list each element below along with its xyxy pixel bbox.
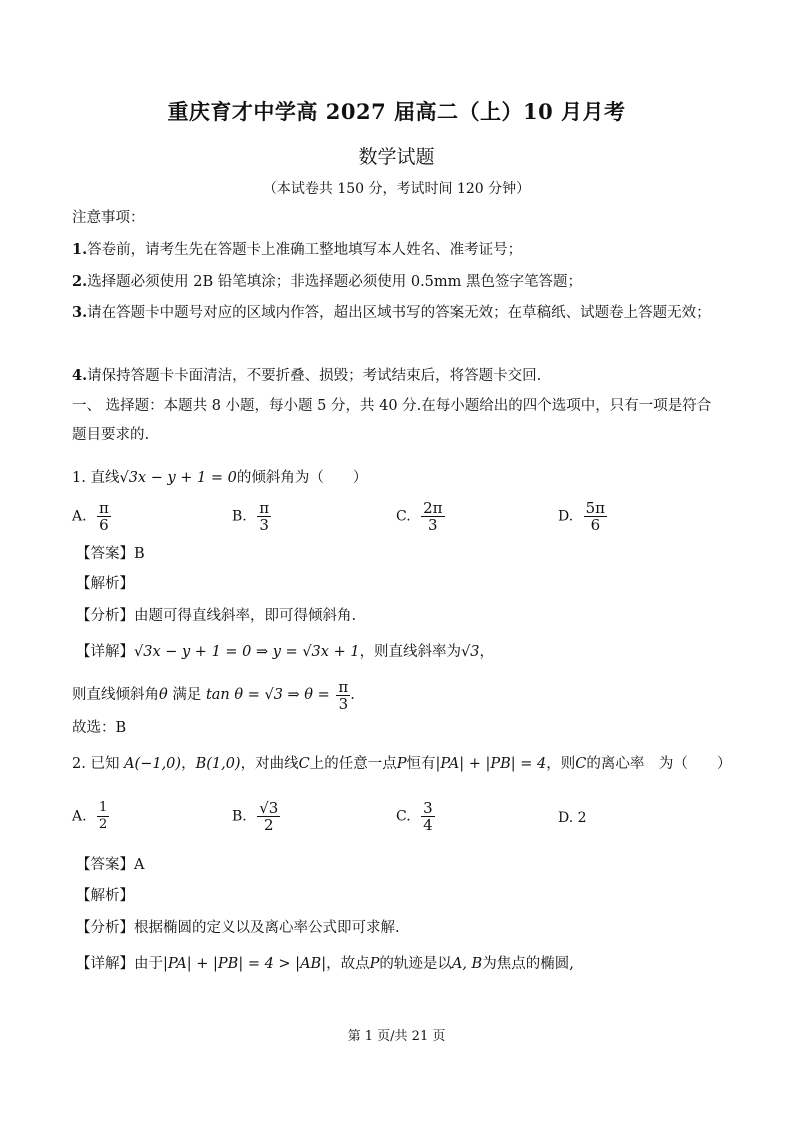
section-heading: 一、 选择题：本题共 8 小题，每小题 5 分，共 40 分.在每小题给出的四个选项中，只有一项是符合题目要求的.: [72, 398, 712, 443]
q2-option-d[interactable]: [558, 810, 587, 826]
option-label: D.: [558, 810, 574, 826]
fraction-denominator: 3: [338, 694, 349, 713]
notice-item-number: 1.: [72, 241, 88, 258]
notice-item-text: 请保持答题卡卡面清洁，不要折叠、损毁；考试结束后，将答题卡交回.: [87, 368, 542, 384]
q1-option-a[interactable]: [72, 500, 111, 533]
q1-option-d[interactable]: [558, 500, 607, 533]
option-fraction: [257, 800, 280, 833]
q2-fenxi: [76, 918, 728, 938]
question-number: 1. 直线: [72, 470, 120, 486]
fenxi-tag: 【分析】: [76, 608, 134, 624]
exam-title: 重庆育才中学高 2027 届高二（上）10 月月考: [167, 99, 626, 124]
question-number: 2. 已知: [72, 756, 125, 772]
q1-answer: [76, 544, 728, 564]
notice-item-number: 2.: [72, 273, 88, 290]
q1-detail-2: [72, 678, 724, 712]
answer-tag: 【答案】: [76, 546, 134, 562]
fraction-numerator: √3: [259, 799, 279, 817]
theta-symbol: θ: [159, 687, 168, 703]
option-fraction: [584, 500, 607, 533]
fraction-denominator: 6: [590, 516, 601, 534]
detail-equation: tan θ = √3 ⇒ θ =: [205, 687, 335, 703]
option-label: C.: [396, 808, 411, 825]
detail-equation: √3x − y + 1 = 0 ⇒ y = √3x + 1: [134, 644, 360, 660]
fraction-denominator: 4: [423, 816, 433, 834]
q2-detail: [76, 954, 728, 974]
detail-text: 则直线倾斜角: [72, 687, 159, 703]
notice-item-4: [72, 366, 724, 386]
detail-text: 由于: [134, 956, 163, 972]
detail-text: 的轨迹是以: [379, 956, 452, 972]
exam-subtitle: 数学试题: [358, 146, 435, 168]
option-label: B.: [232, 508, 247, 525]
detail-slope: √3: [461, 644, 480, 660]
fraction-numerator: 2π: [423, 499, 443, 517]
point-p: P: [369, 956, 380, 972]
option-fraction: [97, 500, 111, 533]
fraction-numerator: 3: [423, 799, 433, 817]
foci-points: A, B: [451, 956, 483, 972]
answer-value: B: [134, 546, 145, 562]
equation: √3x − y + 1 = 0: [119, 470, 237, 486]
detail-text: ，故点: [326, 956, 370, 972]
detail-text: ，则直线斜率为: [359, 644, 462, 660]
option-label: C.: [396, 508, 411, 525]
detail-equation: |PA| + |PB| = 4 > |AB|: [163, 956, 327, 972]
notice-item-number: 3.: [72, 304, 88, 321]
condition-equation: |PA| + |PB| = 4: [435, 756, 547, 772]
q2-answer: [76, 855, 728, 875]
detail-tag: 【详解】: [76, 644, 134, 660]
question-text: 恒有: [406, 756, 436, 772]
notice-item-3: [72, 298, 724, 328]
option-label: A.: [72, 808, 87, 825]
question-text: ，对曲线: [240, 756, 299, 772]
q1-option-c[interactable]: [396, 500, 445, 533]
detail-punct: .: [350, 687, 355, 703]
notice-item-text: 答卷前，请考生先在答题卡上准确工整地填写本人姓名、准考证号；: [87, 242, 523, 258]
answer-value: A: [134, 857, 145, 873]
q2-analysis-tag: 【解析】: [76, 888, 134, 904]
fenxi-text: 由题可得直线斜率，即可得倾斜角.: [134, 608, 357, 624]
q1-option-b[interactable]: [232, 500, 271, 533]
fraction-denominator: 3: [259, 516, 269, 534]
fraction-numerator: 1: [99, 800, 108, 815]
question-text: 上的任意一点: [309, 756, 397, 772]
option-fraction: [421, 500, 444, 533]
question-text: 的离心率 为（ ）: [586, 756, 732, 772]
score-info: （本试卷共 150 分，考试时间 120 分钟）: [262, 181, 531, 197]
notice-item-2: [72, 272, 724, 292]
separator: ，: [181, 756, 196, 772]
notice-item-text: 请在答题卡中题号对应的区域内作答，超出区域书写的答案无效；在草稿纸、试题卷上答题无效；: [87, 305, 711, 321]
option-label: B.: [232, 808, 247, 825]
question-1-stem: [72, 468, 724, 488]
detail-text: 满足: [167, 687, 206, 703]
q1-detail: [76, 642, 728, 662]
option-label: A.: [72, 508, 87, 525]
option-fraction: [421, 800, 435, 833]
curve-symbol: C: [575, 756, 587, 772]
fraction-numerator: 5π: [585, 499, 606, 517]
q1-analysis-tag: 【解析】: [76, 576, 134, 592]
curve-symbol: C: [298, 756, 310, 772]
question-text: 的倾斜角为（ ）: [236, 470, 368, 486]
point-p: P: [396, 756, 407, 772]
detail-fraction: [336, 679, 350, 712]
q2-option-a[interactable]: [72, 800, 109, 833]
q2-option-c[interactable]: [396, 800, 435, 833]
fraction-denominator: 2: [99, 817, 108, 832]
fraction-denominator: 2: [263, 816, 274, 834]
notice-item-1: [72, 240, 724, 260]
detail-tag: 【详解】: [76, 956, 134, 972]
q2-option-b[interactable]: [232, 800, 280, 833]
option-label: D.: [558, 508, 574, 525]
option-fraction: [97, 800, 109, 833]
point-a: A(−1,0): [124, 756, 182, 772]
fenxi-tag: 【分析】: [76, 920, 134, 936]
fraction-denominator: 3: [428, 516, 438, 534]
option-value: 2: [577, 810, 587, 826]
notice-item-number: 4.: [72, 367, 88, 384]
q1-fenxi: [76, 606, 728, 626]
question-text: ，则: [546, 756, 576, 772]
notice-heading: 注意事项：: [72, 210, 145, 226]
fraction-numerator: π: [99, 499, 109, 517]
page-footer: 第 1 页/共 21 页: [347, 1029, 446, 1044]
fraction-numerator: π: [338, 677, 349, 696]
q1-conclusion: 故选：B: [72, 720, 127, 736]
detail-text: 为焦点的椭圆,: [482, 956, 574, 972]
fraction-denominator: 6: [99, 516, 109, 534]
question-2-stem: [72, 754, 732, 774]
detail-punct: ，: [479, 644, 495, 660]
notice-item-text: 选择题必须使用 2B 铅笔填涂；非选择题必须使用 0.5mm 黑色签字笔答题；: [87, 274, 583, 290]
fraction-numerator: π: [259, 499, 270, 517]
option-fraction: [257, 500, 271, 533]
point-b: B(1,0): [195, 756, 241, 772]
answer-tag: 【答案】: [76, 857, 134, 873]
fenxi-text: 根据椭圆的定义以及离心率公式即可求解.: [134, 920, 400, 936]
